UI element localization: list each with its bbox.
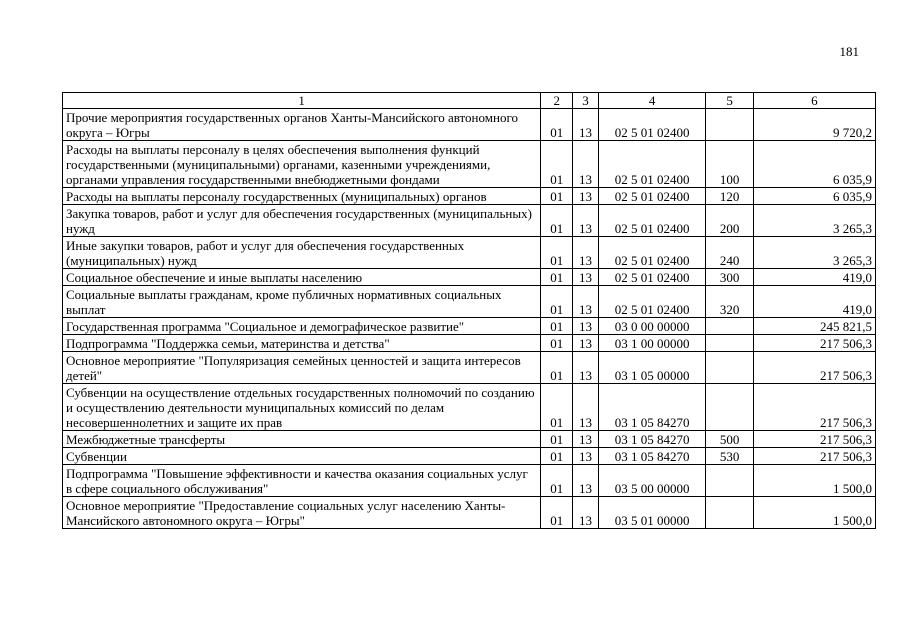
row-name-cell: Межбюджетные трансферты [63, 431, 541, 448]
table-row [63, 448, 876, 465]
row-amount-cell: 217 506,3 [753, 352, 875, 384]
table-row [63, 237, 876, 269]
row-target-article-cell: 03 0 00 00000 [598, 318, 706, 335]
row-subsection-cell: 13 [573, 109, 599, 141]
row-name-cell: Субвенции [63, 448, 541, 465]
row-subsection-cell: 13 [573, 384, 599, 431]
table-row [63, 205, 876, 237]
row-target-article-cell: 03 1 05 84270 [598, 431, 706, 448]
row-subsection-cell: 13 [573, 318, 599, 335]
row-amount-cell: 3 265,3 [753, 237, 875, 269]
table-row [63, 188, 876, 205]
row-target-article-cell: 03 1 05 00000 [598, 352, 706, 384]
row-expense-type-cell: 530 [706, 448, 753, 465]
row-name-cell: Подпрограмма "Повышение эффективности и качества оказания социальных услуг в сфере социального обслуживания" [63, 465, 541, 497]
column-header-3: 3 [573, 93, 599, 109]
row-amount-cell: 1 500,0 [753, 465, 875, 497]
row-expense-type-cell: 320 [706, 286, 753, 318]
row-target-article-cell: 03 1 05 84270 [598, 448, 706, 465]
row-subsection-cell: 13 [573, 431, 599, 448]
row-expense-type-cell [706, 352, 753, 384]
row-subsection-cell: 13 [573, 286, 599, 318]
row-target-article-cell: 02 5 01 02400 [598, 237, 706, 269]
row-section-cell: 01 [541, 109, 573, 141]
row-amount-cell: 419,0 [753, 269, 875, 286]
row-expense-type-cell: 300 [706, 269, 753, 286]
row-target-article-cell: 02 5 01 02400 [598, 286, 706, 318]
row-target-article-cell: 02 5 01 02400 [598, 141, 706, 188]
row-target-article-cell: 03 1 05 84270 [598, 384, 706, 431]
row-section-cell: 01 [541, 448, 573, 465]
row-name-cell: Субвенции на осуществление отдельных государственных полномочий по созданию и осуществлению деятельности муниципальных комиссий по делам несовершеннолетних и защите их прав [63, 384, 541, 431]
row-expense-type-cell [706, 497, 753, 529]
row-expense-type-cell [706, 318, 753, 335]
table-row [63, 431, 876, 448]
row-target-article-cell: 02 5 01 02400 [598, 188, 706, 205]
row-amount-cell: 3 265,3 [753, 205, 875, 237]
row-amount-cell: 217 506,3 [753, 335, 875, 352]
row-amount-cell: 217 506,3 [753, 384, 875, 431]
column-header-6: 6 [753, 93, 875, 109]
budget-table [62, 92, 876, 529]
row-section-cell: 01 [541, 335, 573, 352]
row-subsection-cell: 13 [573, 269, 599, 286]
row-name-cell: Основное мероприятие "Популяризация семейных ценностей и защита интересов детей" [63, 352, 541, 384]
row-section-cell: 01 [541, 286, 573, 318]
table-row [63, 352, 876, 384]
row-name-cell: Расходы на выплаты персоналу в целях обеспечения выполнения функций государственными (муниципальными) органами, казенными учреждениями, органами управления государственными внебюджетными фондами [63, 141, 541, 188]
row-expense-type-cell: 500 [706, 431, 753, 448]
row-subsection-cell: 13 [573, 188, 599, 205]
row-target-article-cell: 02 5 01 02400 [598, 109, 706, 141]
row-target-article-cell: 02 5 01 02400 [598, 205, 706, 237]
row-name-cell: Иные закупки товаров, работ и услуг для обеспечения государственных (муниципальных) нужд [63, 237, 541, 269]
row-section-cell: 01 [541, 205, 573, 237]
row-section-cell: 01 [541, 141, 573, 188]
row-amount-cell: 217 506,3 [753, 448, 875, 465]
table-row [63, 286, 876, 318]
table-row [63, 141, 876, 188]
row-expense-type-cell [706, 465, 753, 497]
row-section-cell: 01 [541, 237, 573, 269]
row-name-cell: Государственная программа "Социальное и демографическое развитие" [63, 318, 541, 335]
row-target-article-cell: 03 5 00 00000 [598, 465, 706, 497]
row-subsection-cell: 13 [573, 237, 599, 269]
row-name-cell: Прочие мероприятия государственных органов Ханты-Мансийского автономного округа – Югры [63, 109, 541, 141]
table-row [63, 384, 876, 431]
table-row [63, 269, 876, 286]
row-amount-cell: 6 035,9 [753, 141, 875, 188]
row-name-cell: Расходы на выплаты персоналу государственных (муниципальных) органов [63, 188, 541, 205]
row-name-cell: Подпрограмма "Поддержка семьи, материнства и детства" [63, 335, 541, 352]
table-row [63, 318, 876, 335]
row-section-cell: 01 [541, 188, 573, 205]
row-section-cell: 01 [541, 269, 573, 286]
row-expense-type-cell: 200 [706, 205, 753, 237]
row-section-cell: 01 [541, 465, 573, 497]
row-expense-type-cell [706, 384, 753, 431]
row-amount-cell: 245 821,5 [753, 318, 875, 335]
row-target-article-cell: 03 1 00 00000 [598, 335, 706, 352]
row-subsection-cell: 13 [573, 335, 599, 352]
row-section-cell: 01 [541, 352, 573, 384]
row-expense-type-cell [706, 335, 753, 352]
row-subsection-cell: 13 [573, 141, 599, 188]
row-section-cell: 01 [541, 497, 573, 529]
row-expense-type-cell [706, 109, 753, 141]
row-section-cell: 01 [541, 384, 573, 431]
row-target-article-cell: 02 5 01 02400 [598, 269, 706, 286]
row-target-article-cell: 03 5 01 00000 [598, 497, 706, 529]
table-row [63, 109, 876, 141]
table-row [63, 497, 876, 529]
row-name-cell: Основное мероприятие "Предоставление социальных услуг населению Ханты-Мансийского автономного округа – Югры" [63, 497, 541, 529]
row-section-cell: 01 [541, 318, 573, 335]
row-name-cell: Закупка товаров, работ и услуг для обеспечения государственных (муниципальных) нужд [63, 205, 541, 237]
row-amount-cell: 217 506,3 [753, 431, 875, 448]
row-section-cell: 01 [541, 431, 573, 448]
row-expense-type-cell: 120 [706, 188, 753, 205]
column-header-2: 2 [541, 93, 573, 109]
table-body [63, 109, 876, 529]
row-subsection-cell: 13 [573, 497, 599, 529]
column-header-1: 1 [63, 93, 541, 109]
page-number: 181 [839, 44, 859, 59]
row-subsection-cell: 13 [573, 352, 599, 384]
row-expense-type-cell: 100 [706, 141, 753, 188]
table-header-row [63, 93, 876, 109]
row-expense-type-cell: 240 [706, 237, 753, 269]
table-row [63, 465, 876, 497]
column-header-4: 4 [598, 93, 706, 109]
row-subsection-cell: 13 [573, 448, 599, 465]
column-header-5: 5 [706, 93, 753, 109]
row-name-cell: Социальные выплаты гражданам, кроме публичных нормативных социальных выплат [63, 286, 541, 318]
row-amount-cell: 6 035,9 [753, 188, 875, 205]
row-subsection-cell: 13 [573, 465, 599, 497]
row-amount-cell: 1 500,0 [753, 497, 875, 529]
table-row [63, 335, 876, 352]
row-subsection-cell: 13 [573, 205, 599, 237]
row-amount-cell: 419,0 [753, 286, 875, 318]
row-name-cell: Социальное обеспечение и иные выплаты населению [63, 269, 541, 286]
row-amount-cell: 9 720,2 [753, 109, 875, 141]
